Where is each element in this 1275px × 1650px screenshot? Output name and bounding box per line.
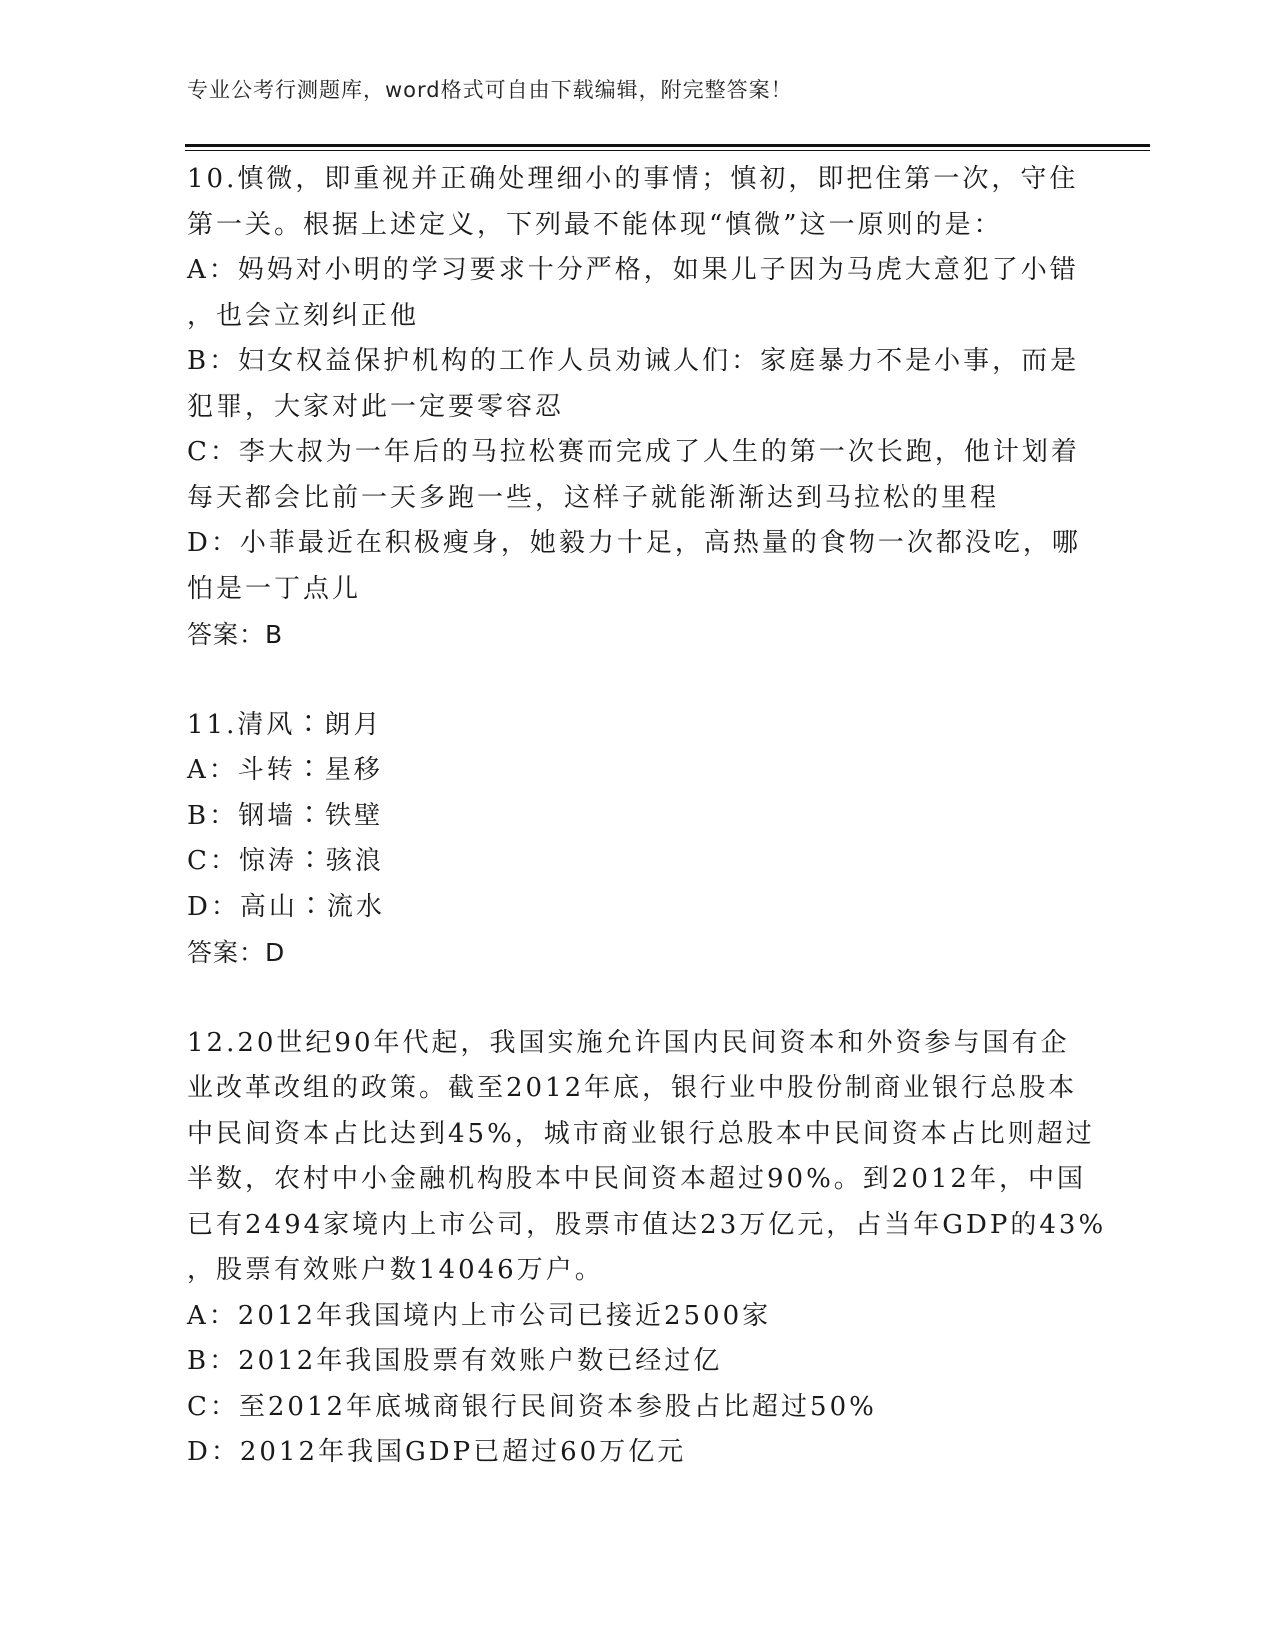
- option-c: [187, 430, 1087, 521]
- question-11: [187, 703, 1087, 976]
- question-stem-line: 半数，农村中小金融机构股本中民间资本超过90%。到2012年，中国: [187, 1164, 1086, 1194]
- option-b: B：2012年我国股票有效账户数已经过亿: [187, 1346, 723, 1376]
- option-line: 怕是一丁点儿: [187, 573, 362, 604]
- header-rule-thin: [185, 150, 1150, 151]
- option-line: A：妈妈对小明的学习要求十分严格，如果儿子因为马虎大意犯了小错: [187, 255, 1079, 285]
- question-stem-line: 业改革改组的政策。截至2012年底，银行业中股份制商业银行总股本: [187, 1073, 1078, 1103]
- question-stem-line: 10.慎微，即重视并正确处理细小的事情；慎初，即把住第一次，守住: [187, 164, 1079, 194]
- page-header: 专业公考行测题库，word格式可自由下载编辑，附完整答案！: [187, 78, 793, 102]
- option-a: [187, 248, 1087, 339]
- question-stem-line: 第一关。根据上述定义，下列最不能体现“慎微”这一原则的是：: [187, 209, 1003, 240]
- question-stem-line: 12.20世纪90年代起，我国实施允许国内民间资本和外资参与国有企: [187, 1027, 1070, 1058]
- question-stem-line: ，股票有效账户数14046万户。: [187, 1255, 604, 1285]
- question-list: [187, 157, 1107, 1476]
- answer-label: 答案：D: [187, 938, 286, 967]
- question-stem-line: 已有2494家境内上市公司，股票市值达23万亿元，占当年GDP的43%: [187, 1209, 1107, 1240]
- option-line: 犯罪，大家对此一定要零容忍: [187, 391, 565, 422]
- option-line: ，也会立刻纠正他: [187, 300, 420, 331]
- option-b: B：钢墙∶铁壁: [187, 800, 384, 831]
- option-b: [187, 339, 1087, 430]
- option-c: C：惊涛∶骇浪: [187, 846, 384, 876]
- option-d: [187, 521, 1087, 612]
- question-10: [187, 157, 1087, 658]
- question-stem-line: 中民间资本占比达到45%，城市商业银行总股本中民间资本占比则超过: [187, 1118, 1095, 1149]
- question-stem-line: 11.清风∶朗月: [187, 709, 383, 740]
- question-12: [187, 1021, 1107, 1476]
- spacer: [187, 658, 1087, 703]
- option-line: B：妇女权益保护机构的工作人员劝诫人们：家庭暴力不是小事，而是: [187, 346, 1080, 376]
- header-rule-thick: [185, 144, 1150, 147]
- option-line: D：小菲最近在积极瘦身，她毅力十足，高热量的食物一次都没吃，哪: [187, 528, 1081, 558]
- answer-label: 答案：B: [187, 620, 284, 649]
- option-line: C：李大叔为一年后的马拉松赛而完成了人生的第一次长跑，他计划着: [187, 437, 1080, 467]
- spacer: [187, 976, 1087, 1021]
- option-d: D：高山∶流水: [187, 891, 385, 922]
- option-c: C：至2012年底城商银行民间资本参股占比超过50%: [187, 1391, 877, 1422]
- option-a: A：斗转∶星移: [187, 755, 383, 785]
- option-line: 每天都会比前一天多跑一些，这样子就能渐渐达到马拉松的里程: [187, 482, 1000, 513]
- option-d: D：2012年我国GDP已超过60万亿元: [187, 1437, 687, 1467]
- option-a: A：2012年我国境内上市公司已接近2500家: [187, 1300, 772, 1331]
